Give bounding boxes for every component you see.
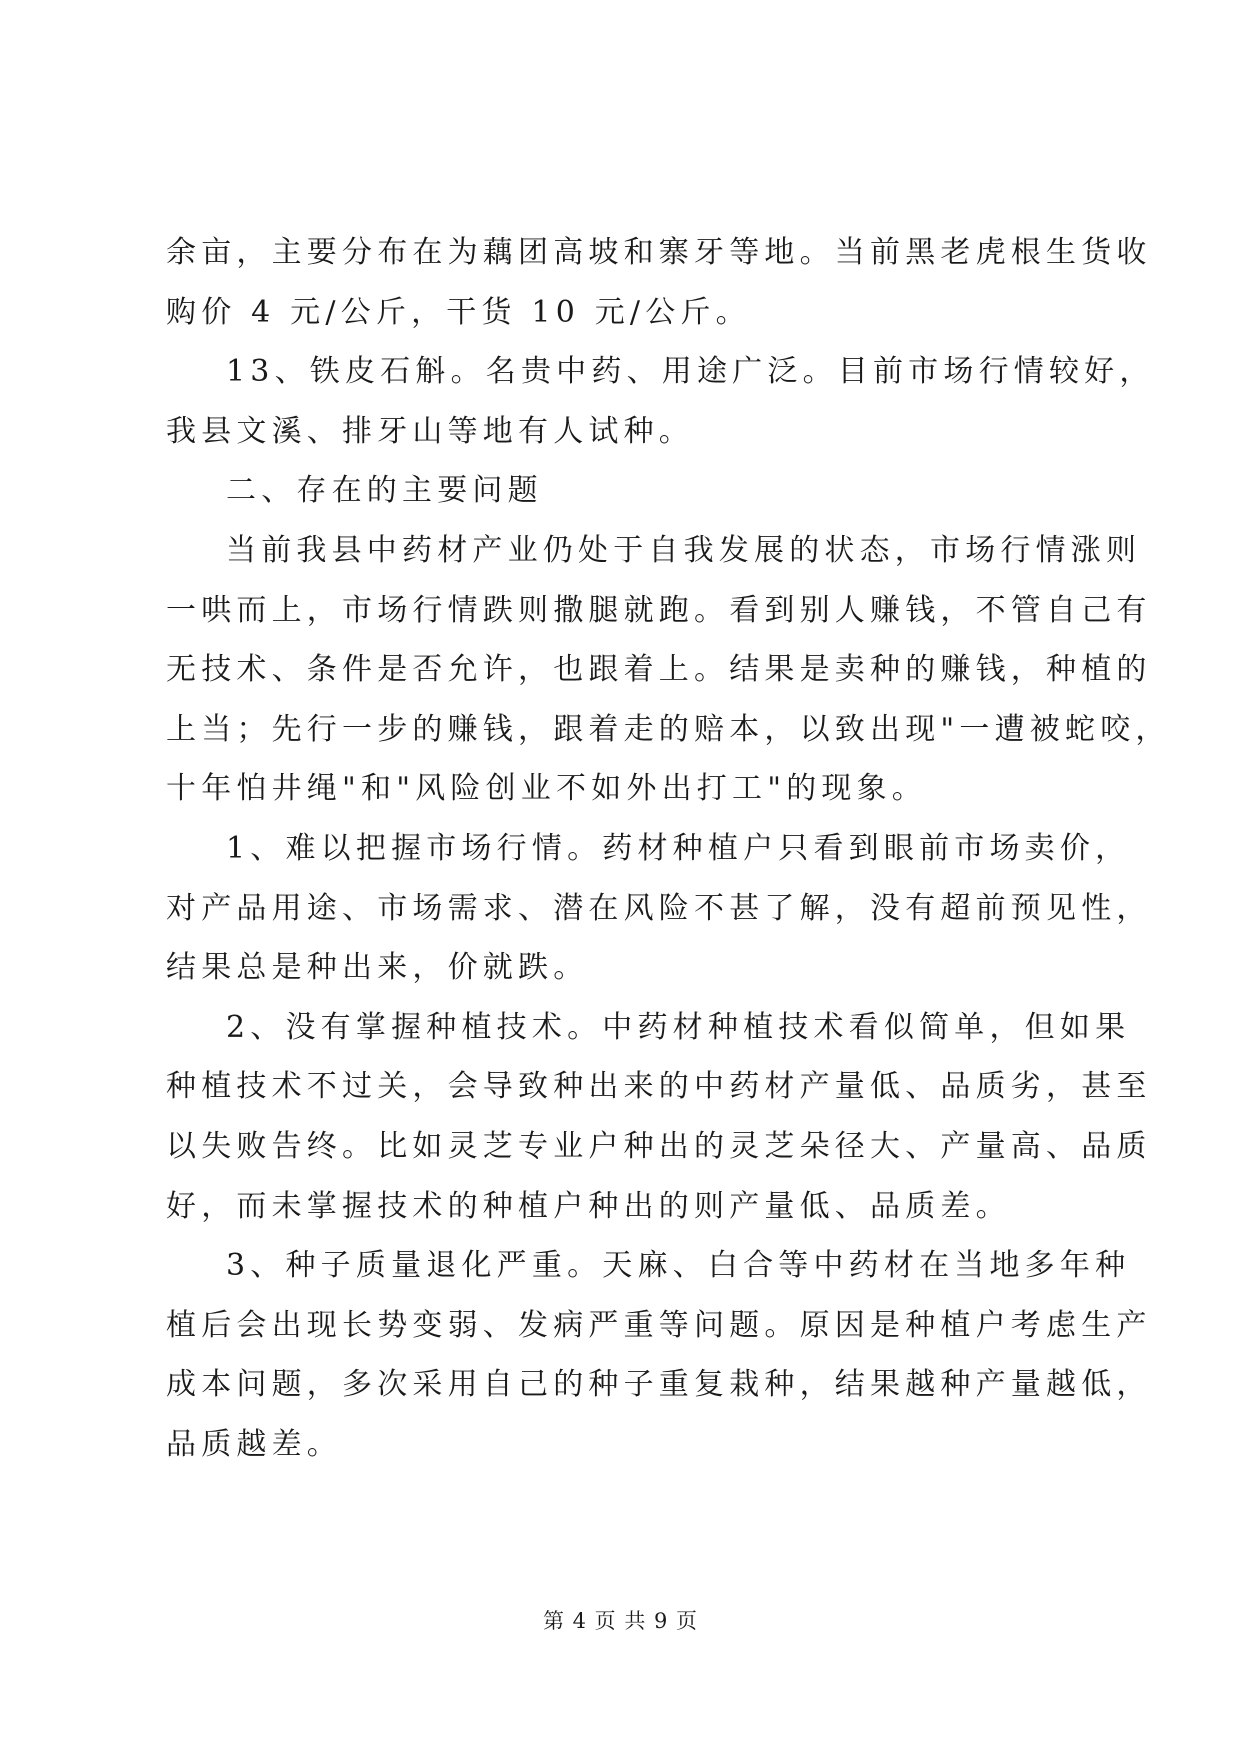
text-line: 2、没有掌握种植技术。中药材种植技术看似简单，但如果 — [226, 1009, 1131, 1045]
section-heading — [166, 461, 1086, 521]
text-line: 好，而未掌握技术的种植户种出的则产量低、品质差。 — [166, 1188, 1011, 1224]
paragraph-continuation — [166, 223, 1152, 342]
document-body — [166, 223, 1171, 1474]
text-line: 我县文溪、排牙山等地有人试种。 — [166, 413, 694, 449]
text-line: 十年怕井绳"和"风险创业不如外出打工"的现象。 — [166, 771, 927, 807]
text-line: 以失败告终。比如灵芝专业户种出的灵芝朵径大、产量高、品质 — [166, 1128, 1152, 1164]
text-line: 成本问题，多次采用自己的种子重复栽种，结果越种产量越低， — [166, 1367, 1152, 1403]
text-line: 购价 4 元/公斤，干货 10 元/公斤。 — [166, 294, 751, 330]
text-line: 当前我县中药材产业仍处于自我发展的状态，市场行情涨则 — [226, 532, 1142, 568]
text-line: 余亩，主要分布在为藕团高坡和寨牙等地。当前黑老虎根生货收 — [166, 235, 1152, 270]
text-line: 13、铁皮石斛。名贵中药、用途广泛。目前市场行情较好， — [226, 354, 1155, 390]
paragraph-problem-2 — [166, 998, 1152, 1236]
page-number-footer: 第 4 页 共 9 页 — [542, 1609, 699, 1633]
section-heading-text: 二、存在的主要问题 — [226, 473, 543, 509]
paragraph-problem-1 — [166, 819, 1152, 998]
text-line: 无技术、条件是否允许，也跟着上。结果是卖种的赚钱，种植的 — [166, 652, 1152, 688]
text-line: 结果总是种出来，价就跌。 — [166, 950, 589, 986]
paragraph-problem-3 — [166, 1236, 1152, 1474]
text-line: 一哄而上，市场行情跌则撒腿就跑。看到别人赚钱，不管自己有 — [166, 592, 1152, 628]
text-line: 1、难以把握市场行情。药材种植户只看到眼前市场卖价， — [226, 830, 1131, 866]
text-line: 品质越差。 — [166, 1426, 342, 1462]
text-line: 对产品用途、市场需求、潜在风险不甚了解，没有超前预见性， — [166, 890, 1152, 926]
text-line: 植后会出现长势变弱、发病严重等问题。原因是种植户考虑生产 — [166, 1307, 1152, 1343]
text-line: 3、种子质量退化严重。天麻、白合等中药材在当地多年种 — [226, 1248, 1131, 1284]
text-line: 种植技术不过关，会导致种出来的中药材产量低、品质劣，甚至 — [166, 1069, 1152, 1105]
text-line: 上当；先行一步的赚钱，跟着走的赔本，以致出现"一遭被蛇咬， — [166, 711, 1171, 747]
paragraph-intro — [166, 521, 1171, 819]
paragraph-item-13 — [166, 342, 1155, 461]
